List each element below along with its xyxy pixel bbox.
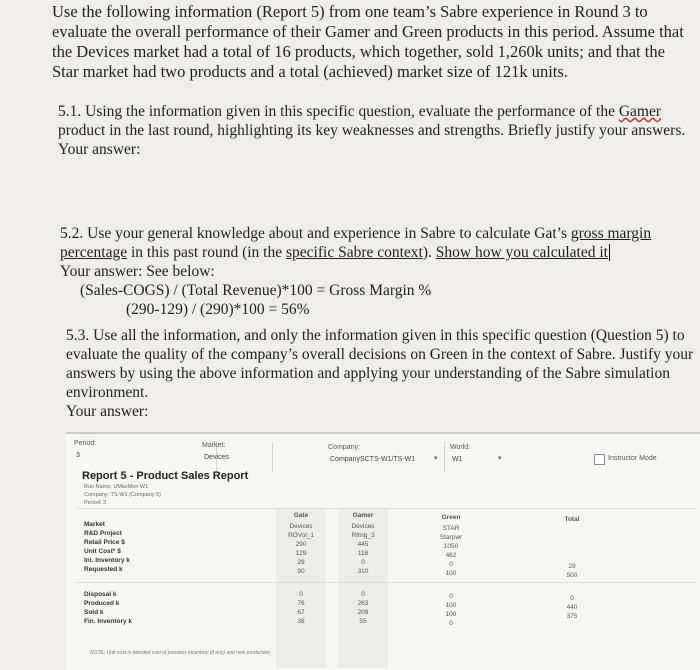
cell-gamer-10: 55 xyxy=(359,618,367,625)
row-labels-top xyxy=(84,520,130,574)
cell-gamer-8: 263 xyxy=(357,600,369,607)
cell-gate-4: 29 xyxy=(297,559,305,566)
q52-text-a: 5.2. Use your general knowledge about and experience in Sabre to calculate Gat’s xyxy=(60,225,571,242)
cell-gamer-9: 209 xyxy=(357,609,369,616)
cell-gamer-7: 0 xyxy=(361,591,365,598)
cell-total-2 xyxy=(550,544,594,553)
cell-green-9: 100 xyxy=(445,611,457,618)
col-values-green xyxy=(429,524,473,628)
cell-gate-0: Devices xyxy=(289,523,313,530)
q51-text-end: product in the last round, highlighting its key weaknesses and strengths. Briefly justify your answers. xyxy=(58,122,686,139)
text-cursor xyxy=(609,244,610,261)
cell-green-5: 100 xyxy=(445,570,457,577)
cell-gate-1: ROVol_1 xyxy=(287,532,315,539)
cell-gamer-6 xyxy=(341,576,385,590)
q52-text-c: in this past round (in the xyxy=(127,244,286,261)
q52-specific-context: specific Sabre context xyxy=(286,244,423,261)
row-label-2: Retail Price $ xyxy=(84,539,125,546)
company-dropdown-icon[interactable]: ▾ xyxy=(434,455,438,462)
report-period: Period: 3 xyxy=(84,500,107,506)
cell-total-8: 440 xyxy=(566,604,578,611)
q52-calculation[interactable]: (290-129) / (290)*100 = 56% xyxy=(126,301,310,318)
q53-text: 5.3. Use all the information, and only the information given in this specific question (Question 5) to evaluate the quality of the company’s overall decisions on Green in the context of Sabre. Justify your answers by using the above information and applying your understanding of the Sabre simulation environment. xyxy=(66,327,694,401)
cell-gate-9: 67 xyxy=(297,609,305,616)
q53-answer-label: Your answer: xyxy=(66,403,149,420)
q51-gamer-word: Gamer xyxy=(618,103,662,120)
company-value[interactable]: CompanySCTS-W1/TS-W1 xyxy=(330,456,416,463)
cell-total-4: 29 xyxy=(568,563,576,570)
row-label-3: Unit Cost* $ xyxy=(84,548,121,555)
report-5-screenshot xyxy=(66,432,700,670)
q52-formula[interactable]: (Sales-COGS) / (Total Revenue)*100 = Gross Margin % xyxy=(80,282,432,299)
cell-gate-7: 0 xyxy=(299,591,303,598)
q52-gross-margin: gross margin percentage xyxy=(60,225,652,261)
cell-green-4: 0 xyxy=(449,561,453,568)
cell-total-1 xyxy=(550,535,594,544)
cell-gate-10: 38 xyxy=(297,618,305,625)
row-labels-bottom xyxy=(84,590,132,626)
cell-gate-2: 290 xyxy=(295,541,307,548)
market-value[interactable]: Devices xyxy=(204,454,229,461)
q51-text-start: 5.1. Using the information given in this specific question, evaluate the performance of the xyxy=(58,103,619,120)
cell-gate-6 xyxy=(279,576,323,590)
col-head-gate: Gate xyxy=(293,512,309,519)
cell-gamer-2: 445 xyxy=(357,541,369,548)
cell-total-5: 500 xyxy=(566,572,578,579)
row-label-b-1: Produced k xyxy=(84,600,120,607)
question-5-1 xyxy=(58,102,698,159)
company-label: Company: xyxy=(328,444,360,451)
cell-gate-5: 90 xyxy=(297,568,305,575)
cell-gamer-1: Rfrng_3 xyxy=(351,532,375,539)
report-footnote: NOTE: Unit cost is blended cost of previous inventory (if any) and new production xyxy=(90,650,271,656)
col-values-gate xyxy=(279,522,323,626)
instructor-mode-label: Instructor Mode xyxy=(608,455,657,462)
col-head-gamer: Gamer xyxy=(352,512,374,519)
instructor-mode-checkbox[interactable] xyxy=(594,454,605,465)
report-run-name: Run Name: UMaxMon W1 xyxy=(84,484,149,490)
row-label-b-2: Sold k xyxy=(84,609,104,616)
cell-green-10: 0 xyxy=(449,620,453,627)
world-label: World: xyxy=(450,444,471,451)
col-head-green: Green xyxy=(441,514,461,521)
cell-green-2: 1050 xyxy=(443,543,459,550)
cell-gamer-5: 310 xyxy=(357,568,369,575)
cell-green-1: Starpwr xyxy=(439,534,463,541)
q52-show-how: Show how you calculated it xyxy=(435,244,608,261)
col-values-total xyxy=(550,526,594,630)
row-label-b-0: Disposal k xyxy=(84,591,117,598)
col-values-gamer xyxy=(341,522,385,626)
market-label: Market: xyxy=(202,442,226,449)
cell-green-0: STAR xyxy=(442,525,460,532)
cell-green-8: 100 xyxy=(445,602,457,609)
cell-total-3 xyxy=(550,553,594,562)
question-5-3 xyxy=(66,326,696,421)
world-dropdown-icon[interactable]: ▾ xyxy=(498,455,502,462)
cell-total-9: 375 xyxy=(566,613,578,620)
cell-green-3: 462 xyxy=(445,552,457,559)
q52-text-e: ). xyxy=(422,244,436,261)
cell-gate-8: 76 xyxy=(297,600,305,607)
cell-total-6 xyxy=(550,580,594,594)
cell-total-10 xyxy=(550,621,594,630)
cell-gamer-3: 118 xyxy=(357,550,369,557)
col-head-total: Total xyxy=(564,516,580,523)
question-5-2 xyxy=(60,224,690,319)
cell-total-0 xyxy=(550,526,594,535)
world-value[interactable]: W1 xyxy=(452,456,463,463)
cell-gate-3: 129 xyxy=(295,550,307,557)
row-label-1: R&D Project xyxy=(84,530,122,537)
cell-green-6 xyxy=(429,578,473,592)
intro-paragraph: Use the following information (Report 5) from one team’s Sabre experience in Round 3 to evaluate the overall performance of their Gamer and Green products in this period. Assume that the Devices market had a total of 16 products, which together, sold 1,260k units; and that the Star market had two products and a total (achieved) market size of 121k units. xyxy=(52,2,684,81)
period-label: Period: xyxy=(74,440,97,447)
report-title: Report 5 - Product Sales Report xyxy=(82,470,249,482)
row-label-0: Market xyxy=(84,521,105,528)
cell-green-7: 0 xyxy=(449,593,453,600)
report-company: Company: TS-W1 (Company 5) xyxy=(84,492,161,498)
row-label-4: Ini. Inventory k xyxy=(84,557,130,564)
period-value[interactable]: 3 xyxy=(76,452,80,459)
q52-answer-label[interactable]: Your answer: See below: xyxy=(60,263,215,280)
cell-gamer-4: 0 xyxy=(361,559,365,566)
cell-gamer-0: Devices xyxy=(351,523,375,530)
cell-total-7: 0 xyxy=(570,595,574,602)
row-label-5: Requested k xyxy=(84,566,123,573)
q51-answer-label: Your answer: xyxy=(58,141,141,158)
row-label-b-3: Fin. Inventory k xyxy=(84,618,133,625)
